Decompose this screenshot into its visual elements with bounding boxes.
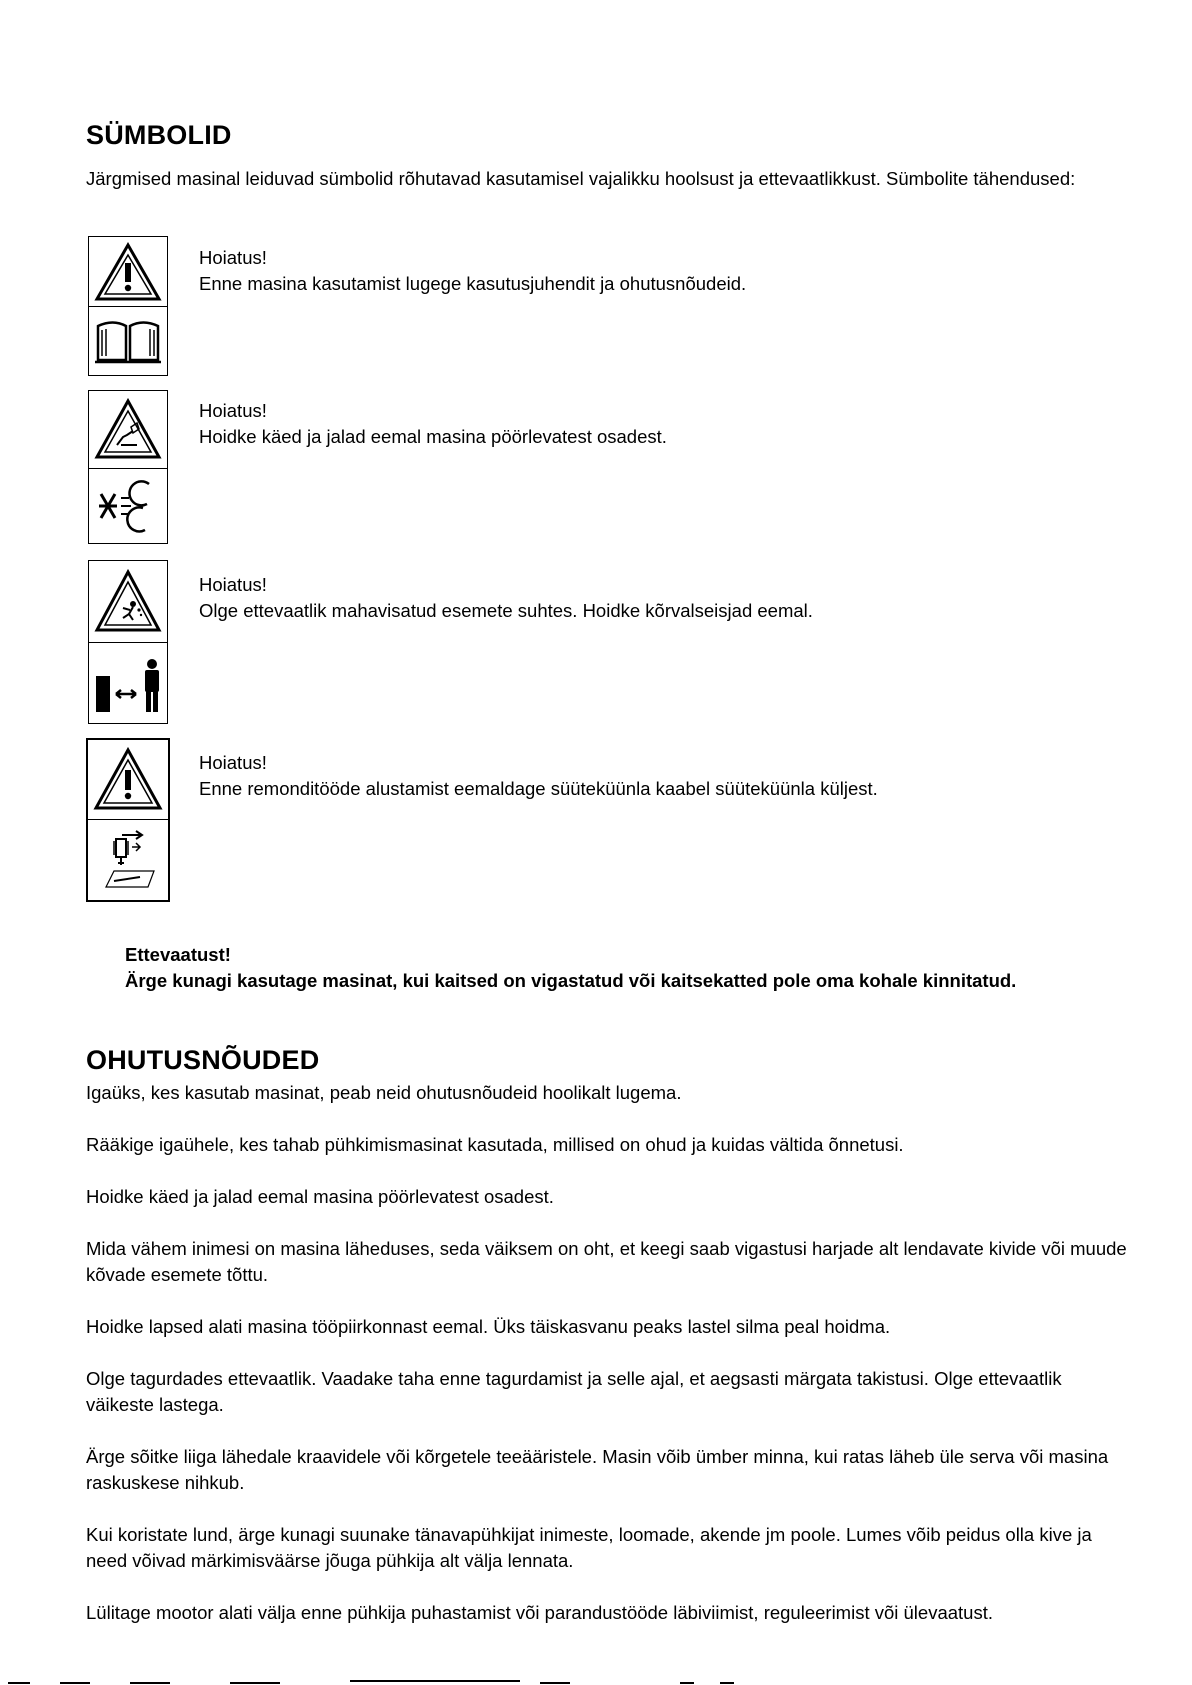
cut-off-text-strip [0,1675,1192,1685]
symbol-box-spark-plug [86,738,170,902]
safety-paragraphs [86,1080,1131,1652]
symbol-description-1 [199,245,1159,297]
spark-plug-manual-icon [88,820,168,900]
rotating-brush-icon [89,469,167,543]
hand-hazard-triangle-icon [89,391,167,469]
symbols-heading: SÜMBOLID [86,120,232,150]
symbol-text: Enne masina kasutamist lugege kasutusjuhendit ja ohutusnõudeid. [199,273,747,294]
safety-paragraph: Hoidke käed ja jalad eemal masina pöörlevatest osadest. [86,1186,554,1207]
caution-text: Ärge kunagi kasutage masinat, kui kaitsed on vigastatud või kaitsekatted pole oma kohale kinnitatud. [125,970,1017,991]
symbols-intro: Järgmised masinal leiduvad sümbolid rõhutavad kasutamisel vajalikku hoolsust ja ettevaatlikkust. Sümbolite tähendused: [86,168,1076,189]
safety-paragraph: Rääkige igaühele, kes tahab pühkimismasinat kasutada, millised on ohud ja kuidas vältida õnnetusi. [86,1134,904,1155]
keep-distance-person-icon [89,643,167,723]
symbol-description-4 [199,750,1159,802]
safety-paragraph: Olge tagurdades ettevaatlik. Vaadake taha enne tagurdamist ja selle ajal, et aegsasti märgata takistusi. Olge ettevaatlik väikeste lastega. [86,1368,1062,1415]
symbol-description-2 [199,398,1159,450]
symbol-text: Hoidke käed ja jalad eemal masina pöörlevatest osadest. [199,426,667,447]
symbol-text: Enne remonditööde alustamist eemaldage süüteküünla kaabel süüteküünla küljest. [199,778,878,799]
warning-triangle-icon [88,740,168,820]
safety-paragraph: Igaüks, kes kasutab masinat, peab neid ohutusnõudeid hoolikalt lugema. [86,1082,682,1103]
symbol-title: Hoiatus! [199,574,267,595]
symbol-box-thrown-objects [88,560,168,724]
symbol-title: Hoiatus! [199,247,267,268]
symbol-description-3 [199,572,1159,624]
symbol-text: Olge ettevaatlik mahavisatud esemete suhtes. Hoidke kõrvalseisjad eemal. [199,600,813,621]
symbol-title: Hoiatus! [199,752,267,773]
safety-paragraph: Lülitage mootor alati välja enne pühkija puhastamist või parandustööde läbiviimist, reguleerimist või ülevaatust. [86,1602,993,1623]
safety-paragraph: Mida vähem inimesi on masina läheduses, seda väiksem on oht, et keegi saab vigastusi harjade alt lendavate kivide või muude kõvade esemete tõttu. [86,1238,1127,1285]
safety-heading: OHUTUSNÕUDED [86,1045,320,1075]
symbol-box-read-manual [88,236,168,376]
safety-paragraph: Ärge sõitke liiga lähedale kraavidele või kõrgetele teeääristele. Masin võib ümber minna, kui ratas läheb üle serva või masina raskuskese nihkub. [86,1446,1109,1493]
caution-notice [125,942,1165,994]
symbol-title: Hoiatus! [199,400,267,421]
manual-book-icon [89,307,167,375]
symbol-box-rotating-parts [88,390,168,544]
safety-paragraph: Kui koristate lund, ärge kunagi suunake tänavapühkijat inimeste, loomade, akende jm poole. Lumes võib peidus olla kive ja need võivad märkimisväärse jõuga pühkija alt välja lennata. [86,1524,1092,1571]
safety-paragraph: Hoidke lapsed alati masina tööpiirkonnast eemal. Üks täiskasvanu peaks lastel silma peal hoidma. [86,1316,891,1337]
thrown-objects-triangle-icon [89,561,167,643]
caution-title: Ettevaatust! [125,944,231,965]
warning-triangle-icon [89,237,167,307]
